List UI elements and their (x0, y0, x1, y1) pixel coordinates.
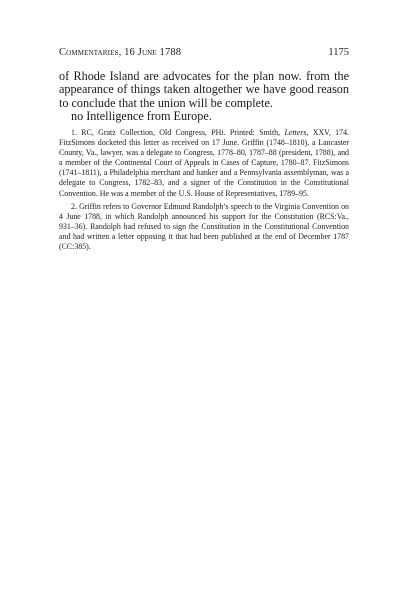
footnote-2: 2. Griffin refers to Governor Edmund Randolph’s speech to the Virginia Convention on 4 June 1788, in which Randolph announced his support for the Constitution (RCS:Va., 931–36). Randolph had refused to sign the Constitution in the Constitutional Convention and had written a letter opposing it that had been published at the end of December 1787 (CC:385). (59, 201, 349, 252)
footnotes (59, 128, 349, 255)
footnote-1-title: Letters (284, 128, 307, 137)
body-paragraph: of Rhode Island are advocates for the plan now. from the appearance of things taken altogether we have good reason to conclude that the union will be complete. (59, 69, 349, 110)
page-number: 1175 (328, 47, 349, 58)
running-title: Commentaries, 16 June 1788 (59, 47, 182, 58)
letter-body (59, 70, 349, 124)
body-paragraph: no Intelligence from Europe. (71, 109, 212, 124)
footnote-1-text: 1. RC, Gratz Collection, Old Congress, PHi. Printed: Smith, (71, 128, 285, 137)
running-head (59, 46, 349, 60)
footnote-1-text-cont: , XXV, 174. FitzSimons docketed this letter as received on 17 June. Griffin (1748–1810), a Lancaster County, Va., lawyer, was a delegate to Congress, 1778–80, 1787–88 (president, 1788), and a member of the Continental Court of Appeals in Cases of Capture, 1780–87. FitzSimons (1741–1811), a Philadelphia merchant and banker and a Pennsylvania assemblyman, was a delegate to Congress, 1782–83, and a signer of the Constitution in the Constitutional Convention. He was a member of the U.S. House of Representatives, 1789–95. (59, 128, 349, 198)
footnote-1 (59, 128, 349, 199)
